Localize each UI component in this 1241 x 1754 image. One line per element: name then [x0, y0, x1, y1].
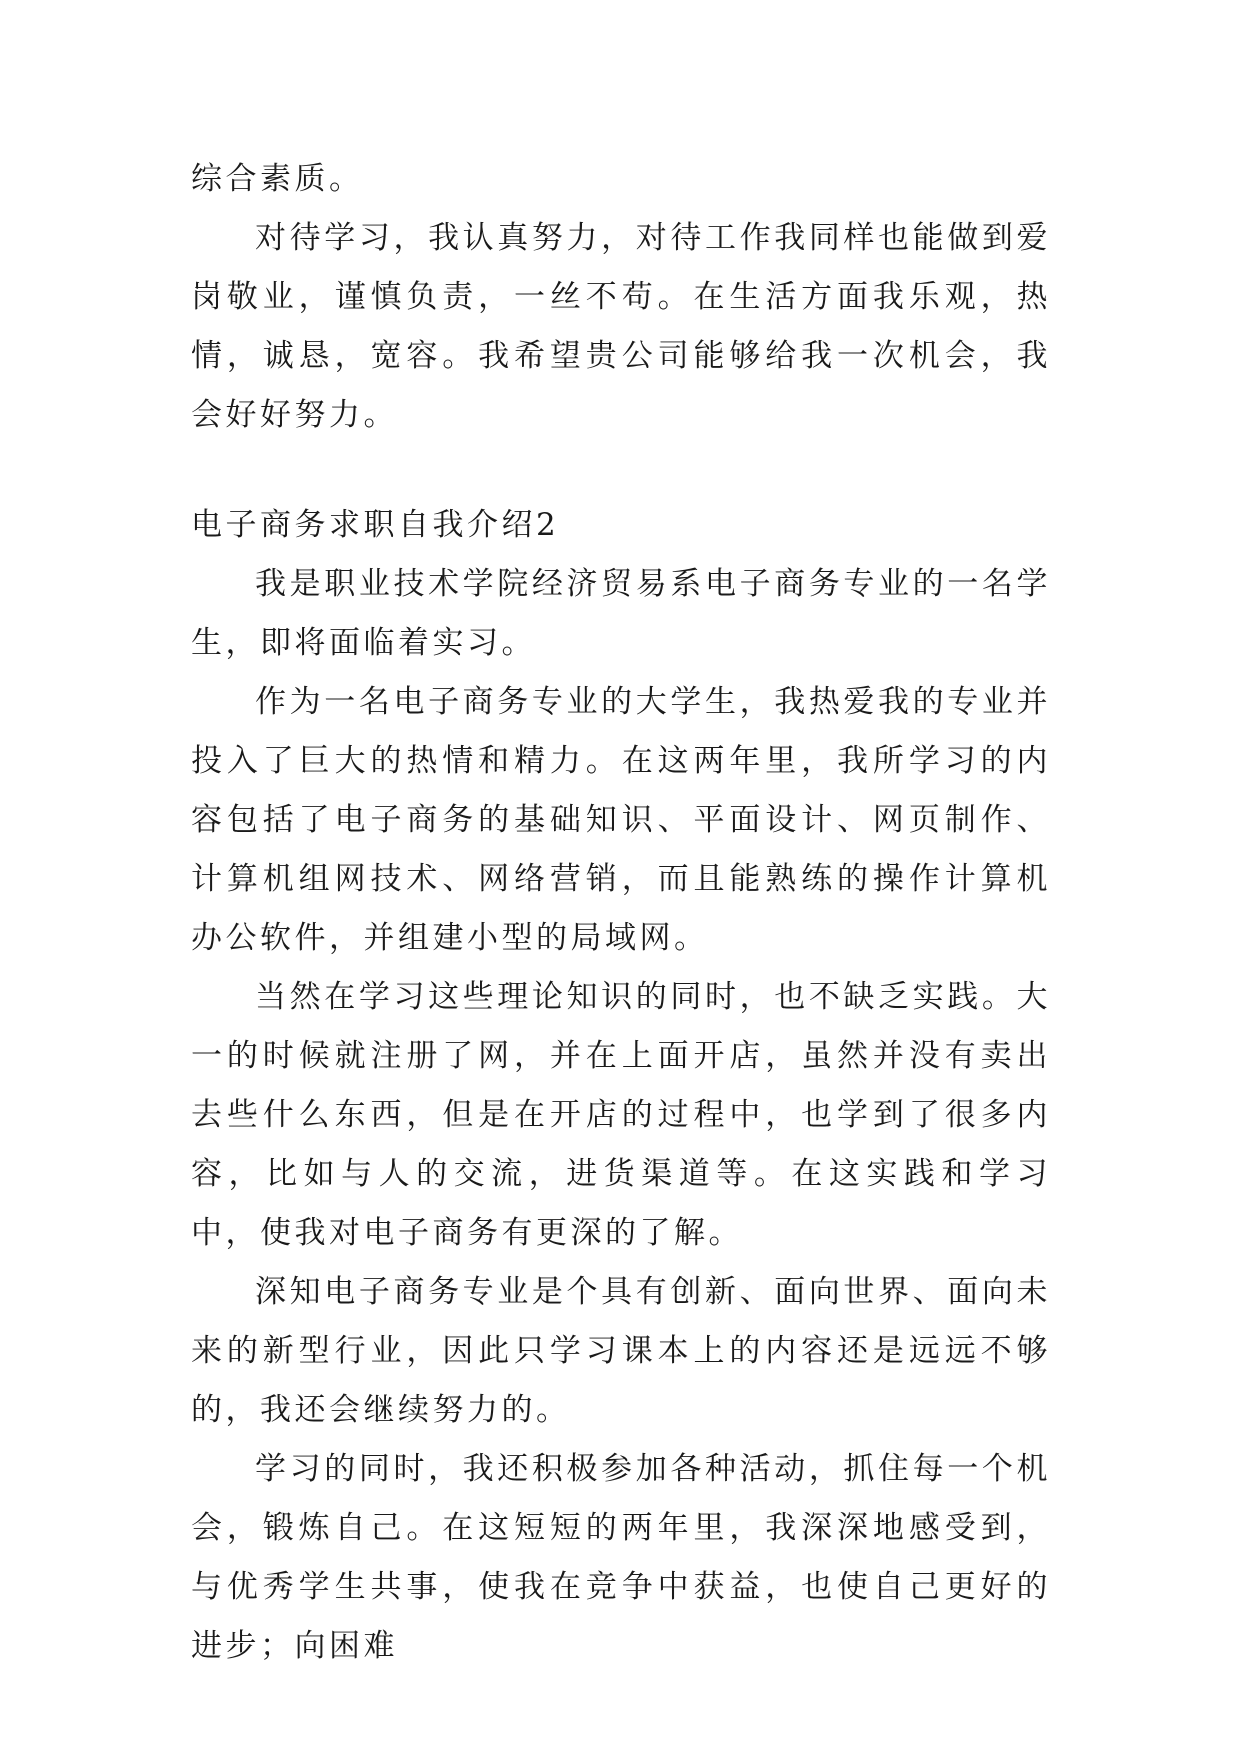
section-title: 电子商务求职自我介绍2 — [191, 507, 560, 543]
document-body — [191, 150, 1051, 1676]
paragraph-practice: 当然在学习这些理论知识的同时，也不缺乏实践。大一的时候就注册了网，并在上面开店，虽然并没有卖出去些什么东西，但是在开店的过程中，也学到了很多内容，比如与人的交流，进货渠道等。在这实践和学习中，使我对电子商务有更深的了解。 — [191, 979, 1051, 1251]
paragraph-intro: 我是职业技术学院经济贸易系电子商务专业的一名学生，即将面临着实习。 — [191, 566, 1051, 661]
continuation-text: 综合素质。 — [191, 161, 364, 197]
paragraph-industry: 深知电子商务专业是个具有创新、面向世界、面向未来的新型行业，因此只学习课本上的内容还是远远不够的，我还会继续努力的。 — [191, 1274, 1051, 1428]
paragraph-activities: 学习的同时，我还积极参加各种活动，抓住每一个机会，锻炼自己。在这短短的两年里，我深深地感受到，与优秀学生共事，使我在竞争中获益，也使自己更好的进步；向困难 — [191, 1451, 1051, 1664]
paragraph-work-attitude: 对待学习，我认真努力，对待工作我同样也能做到爱岗敬业，谨慎负责，一丝不苟。在生活方面我乐观，热情，诚恳，宽容。我希望贵公司能够给我一次机会，我会好好努力。 — [191, 220, 1051, 433]
paragraph-major: 作为一名电子商务专业的大学生，我热爱我的专业并投入了巨大的热情和精力。在这两年里，我所学习的内容包括了电子商务的基础知识、平面设计、网页制作、计算机组网技术、网络营销，而且能熟练的操作计算机办公软件，并组建小型的局域网。 — [191, 684, 1051, 956]
